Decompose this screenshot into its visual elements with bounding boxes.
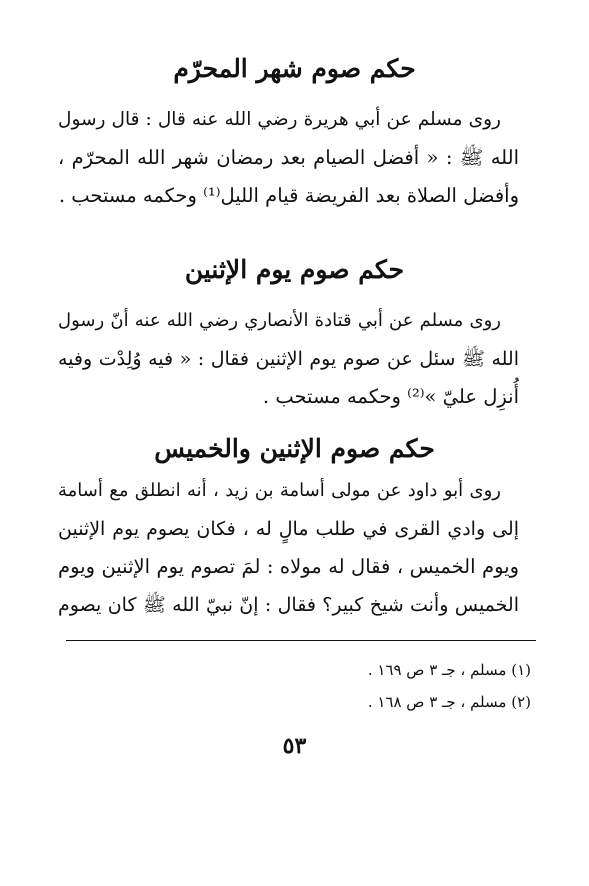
footnotes bbox=[231, 654, 531, 718]
text-line: روى مسلم عن أبي هريرة رضي الله عنه قال : قال رسول bbox=[58, 109, 501, 130]
footnote-2: (٢) مسلم ، جـ ٣ ص ١٦٨ . bbox=[367, 693, 531, 711]
text-line: أُنزِل عليّ »⁽²⁾ وحكمه مستحب . bbox=[262, 385, 519, 408]
section-heading-muharram: حكم صوم شهر المحرّم bbox=[173, 54, 416, 83]
section-body-muharram bbox=[58, 101, 519, 215]
section-body-monday bbox=[58, 302, 519, 416]
section-heading-monday-thursday: حكم صوم الإثنين والخميس bbox=[154, 434, 435, 463]
section-heading-monday: حكم صوم يوم الإثنين bbox=[184, 255, 405, 284]
text-line: الله ﷺ سئل عن صوم يوم الإثنين فقال : « فيه وُلِدْت وفيه bbox=[58, 348, 519, 370]
text-line: الله ﷺ : « أفضل الصيام بعد رمضان شهر الله المحرّم ، bbox=[58, 146, 519, 169]
text-line: إلى وادي القرى في طلب مالٍ له ، فكان يصوم يوم الإثنين bbox=[58, 518, 519, 540]
text-line: روى مسلم عن أبي قتادة الأنصاري رضي الله عنه أنّ رسول bbox=[58, 310, 501, 331]
footnote-divider bbox=[66, 640, 536, 641]
text-line: ويوم الخميس ، فقال له مولاه : لمَ تصوم يوم الإثنين ويوم bbox=[58, 555, 519, 578]
text-line: وأفضل الصلاة بعد الفريضة قيام الليل⁽¹⁾ وحكمه مستحب . bbox=[58, 184, 519, 207]
page-number: ٥٣ bbox=[282, 733, 307, 759]
footnote-1: (١) مسلم ، جـ ٣ ص ١٦٩ . bbox=[367, 661, 531, 679]
text-line: روى أبو داود عن مولى أسامة بن زيد ، أنه انطلق مع أسامة bbox=[58, 480, 501, 501]
text-line: الخميس وأنت شيخ كبير؟ فقال : إنّ نبيّ الله ﷺ كان يصوم bbox=[58, 594, 519, 616]
section-body-monday-thursday bbox=[58, 472, 519, 624]
